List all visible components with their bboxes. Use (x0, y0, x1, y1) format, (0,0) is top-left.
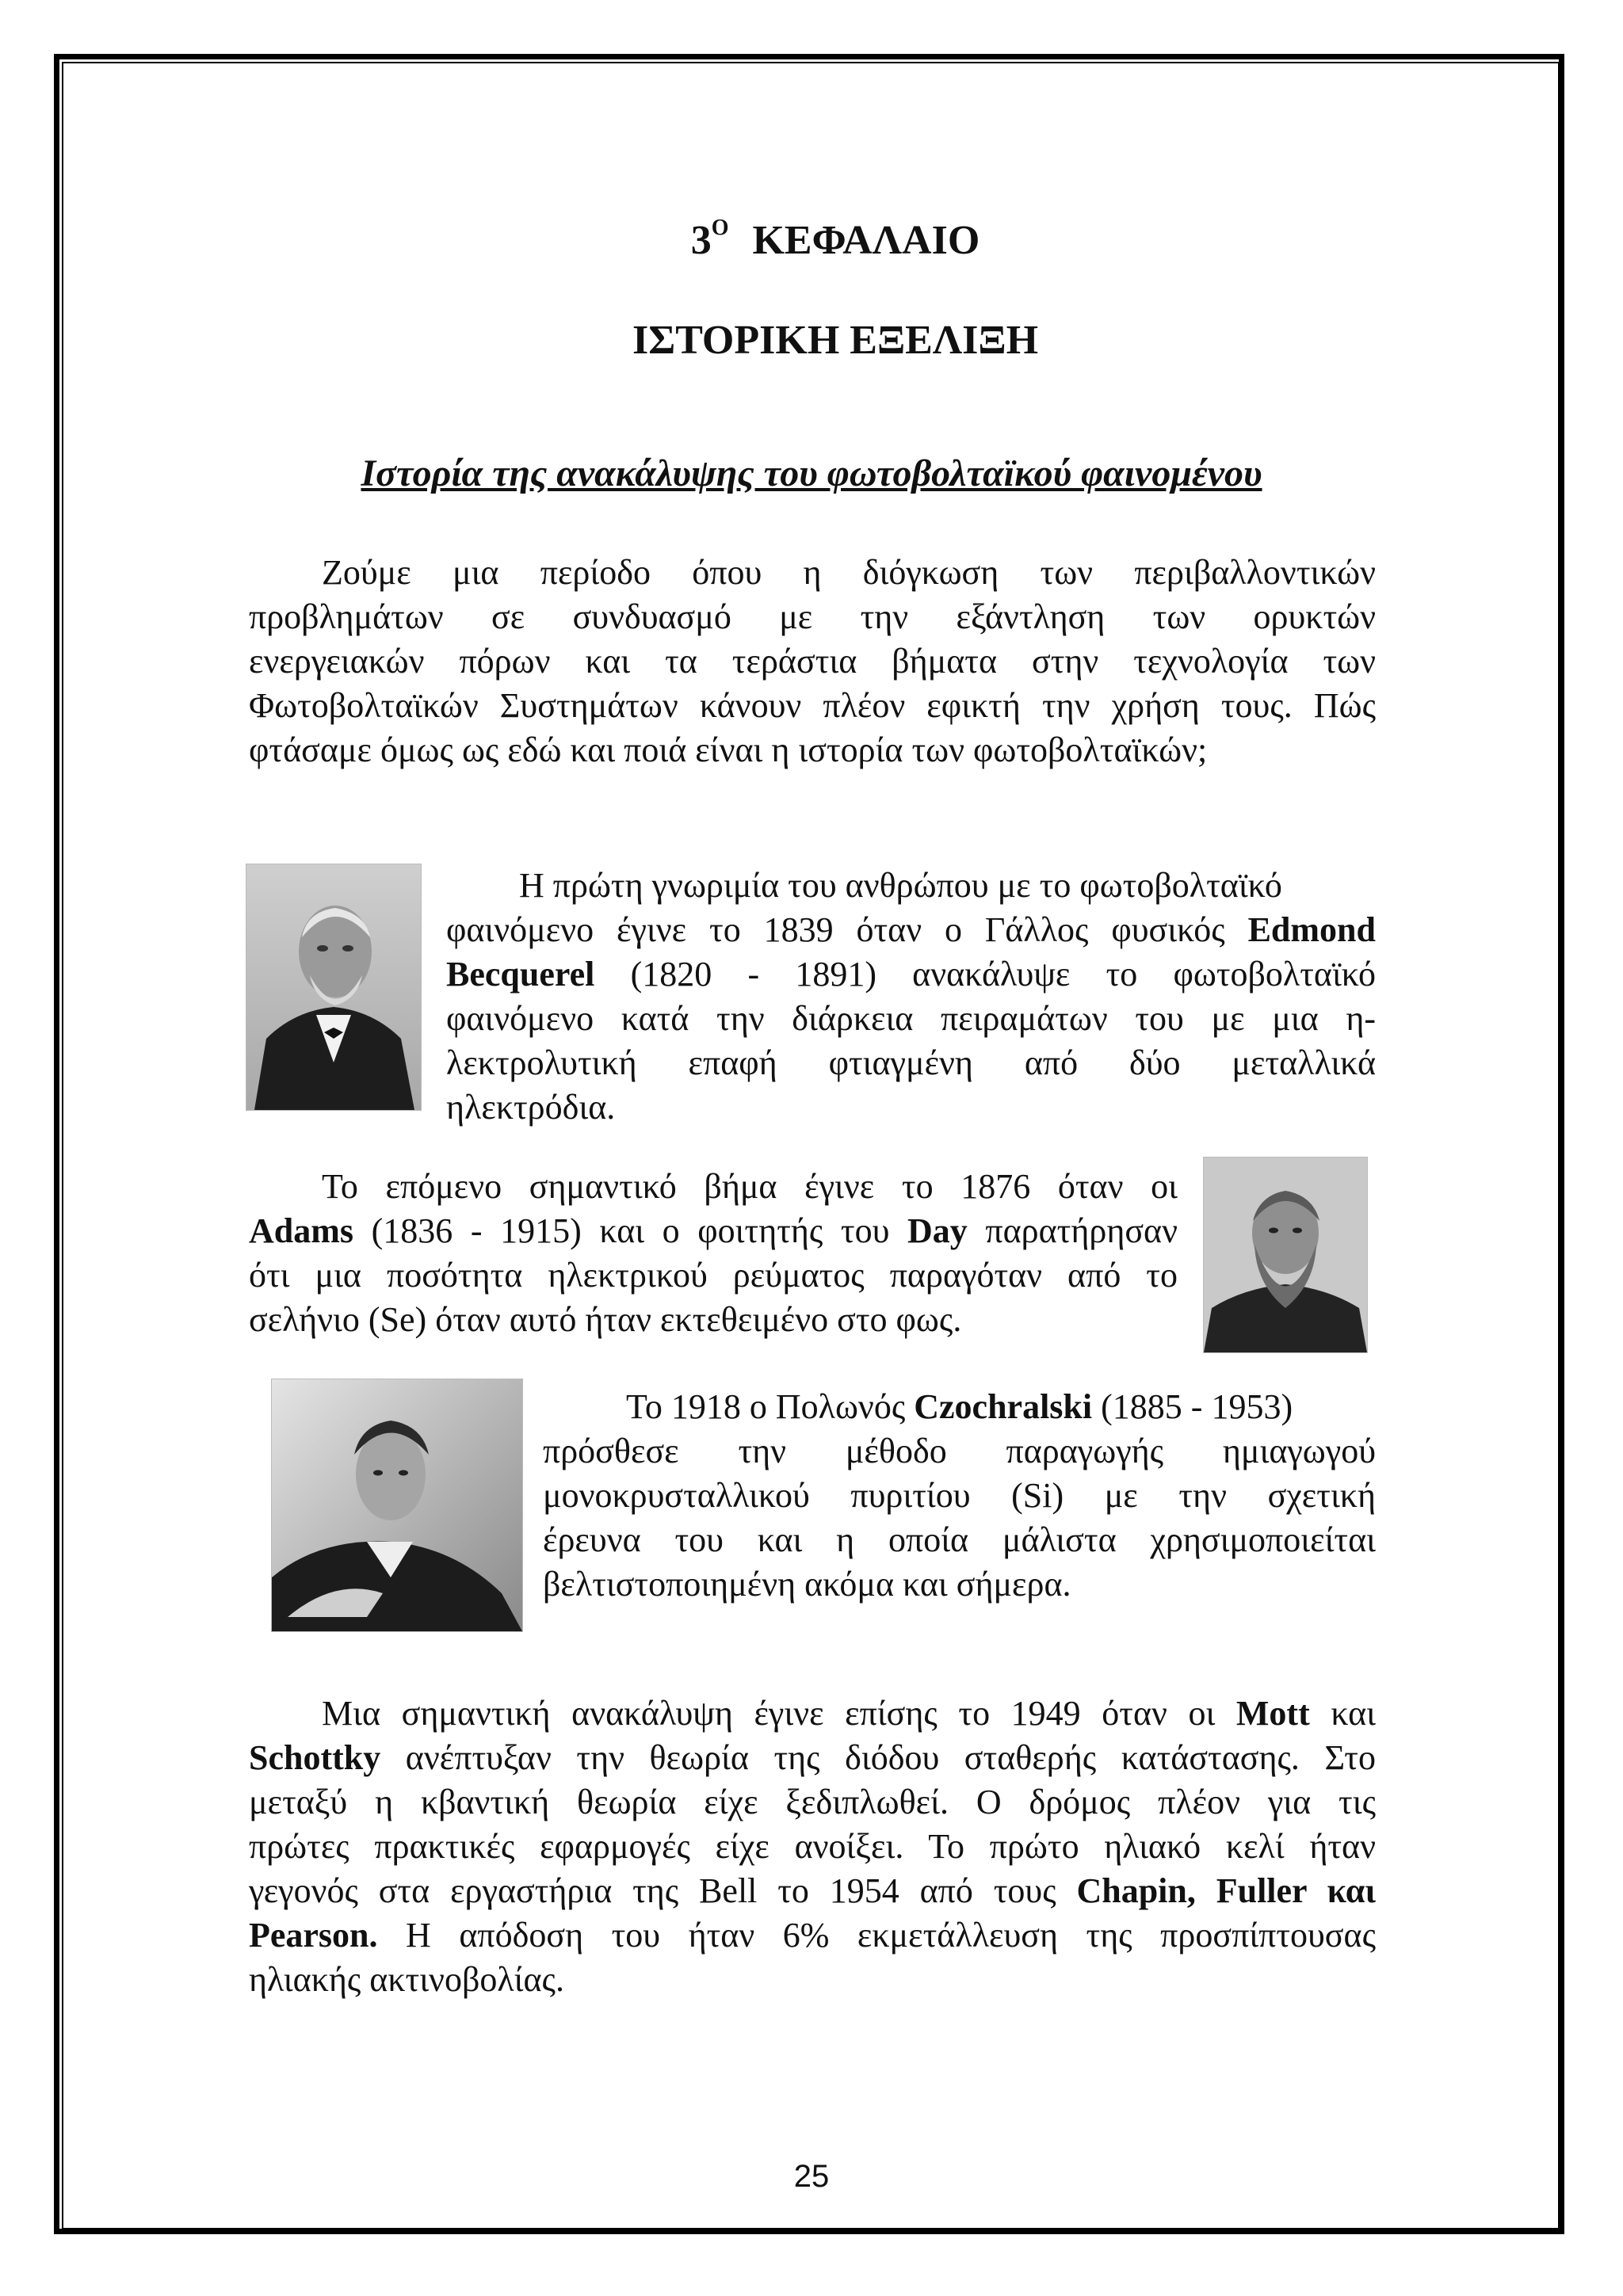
adams-line-3: ότι μια ποσότητα ηλεκτρικού ρεύματος παραγόταν από το (249, 1256, 1178, 1295)
chapter-number: 3 (690, 218, 712, 263)
czochralski-line-1: Το 1918 ο Πολωνός Czochralski (1885 - 1953) (626, 1387, 1293, 1426)
chapter-heading (24, 215, 1623, 264)
czochralski-portrait (271, 1379, 523, 1632)
becquerel-line-4: φαινόμενο κατά την διάρκεια πειραμάτων του με μια η- (446, 999, 1376, 1038)
mott-line-5: γεγονός στα εργαστήρια της Bell το 1954 από τους Chapin, Fuller και (249, 1871, 1376, 1910)
mott-line-2: Schottky ανέπτυξαν την θεωρία της διόδου σταθερής κατάστασης. Στο (249, 1738, 1376, 1777)
intro-line-3: ενεργειακών πόρων και τα τεράστια βήματα στην τεχνολογία των (249, 642, 1376, 681)
chapter-label: ΚΕΦΑΛΑΙΟ (752, 218, 980, 263)
mott-line-1: Μια σημαντική ανακάλυψη έγινε επίσης το 1949 όταν οι Mott και (322, 1694, 1376, 1733)
becquerel-paragraph (446, 864, 1376, 1130)
page-title: ΙΣΤΟΡΙΚΗ ΕΞΕΛΙΞΗ (632, 318, 1039, 363)
mott-line-7: ηλιακής ακτινοβολίας. (249, 1960, 564, 1999)
czochralski-line-2: πρόσθεσε την μέθοδο παραγωγής ημιαγωγού (543, 1432, 1376, 1470)
czochralski-line-5: βελτιστοποιημένη ακόμα και σήμερα. (543, 1565, 1071, 1604)
intro-line-5: φτάσαμε όμως ως εδώ και ποιά είναι η ιστορία των φωτοβολταϊκών; (249, 730, 1208, 769)
mott-line-4: πρώτες πρακτικές εφαρμογές είχε ανοίξει. Το πρώτο ηλιακό κελί ήταν (249, 1827, 1376, 1866)
becquerel-portrait (246, 864, 422, 1111)
adams-portrait (1203, 1157, 1368, 1353)
mott-line-6: Pearson. Η απόδοση του ήταν 6% εκμετάλλευση της προσπίπτουσας (249, 1916, 1376, 1955)
mott-paragraph (249, 1691, 1376, 2002)
intro-line-4: Φωτοβολταϊκών Συστημάτων κάνουν πλέον εφικτή την χρήση τους. Πώς (249, 686, 1376, 725)
intro-paragraph (249, 551, 1376, 772)
adams-line-4: σελήνιο (Se) όταν αυτό ήταν εκτεθειμένο στο φως. (249, 1300, 962, 1339)
becquerel-line-3: Becquerel (1820 - 1891) ανακάλυψε το φωτοβολταϊκό (446, 955, 1376, 994)
czochralski-paragraph (543, 1385, 1376, 1607)
czochralski-line-4: έρευνα του και η οποία μάλιστα χρησιμοποιείται (543, 1520, 1376, 1559)
becquerel-line-5: λεκτρολυτική επαφή φτιαγμένη από δύο μεταλλικά (446, 1043, 1376, 1082)
adams-line-1: Το επόμενο σημαντικό βήμα έγινε το 1876 όταν οι (322, 1167, 1178, 1206)
section-subtitle: Ιστορία της ανακάλυψης του φωτοβολταϊκού φαινομένου (361, 452, 1262, 494)
adams-line-2: Adams (1836 - 1915) και ο φοιτητής του Day παρατήρησαν (249, 1211, 1178, 1250)
page-number: 25 (793, 2159, 830, 2194)
czochralski-line-3: μονοκρυσταλλικού πυριτίου (Si) με την σχετική (543, 1476, 1376, 1515)
becquerel-line-6: ηλεκτρόδια. (446, 1088, 616, 1127)
chapter-ordinal: Ο (711, 215, 729, 240)
becquerel-line-1: Η πρώτη γνωριμία του ανθρώπου με το φωτοβολταϊκό (519, 866, 1282, 905)
intro-line-1: Ζούμε μια περίοδο όπου η διόγκωση των περιβαλλοντικών (322, 553, 1376, 592)
adams-paragraph (249, 1165, 1178, 1342)
mott-line-3: μεταξύ η κβαντική θεωρία είχε ξεδιπλωθεί. Ο δρόμος πλέον για τις (249, 1783, 1376, 1821)
intro-line-2: προβλημάτων σε συνδυασμό με την εξάντληση των ορυκτών (249, 597, 1376, 636)
becquerel-line-2: φαινόμενο έγινε το 1839 όταν ο Γάλλος φυσικός Edmond (446, 910, 1376, 949)
